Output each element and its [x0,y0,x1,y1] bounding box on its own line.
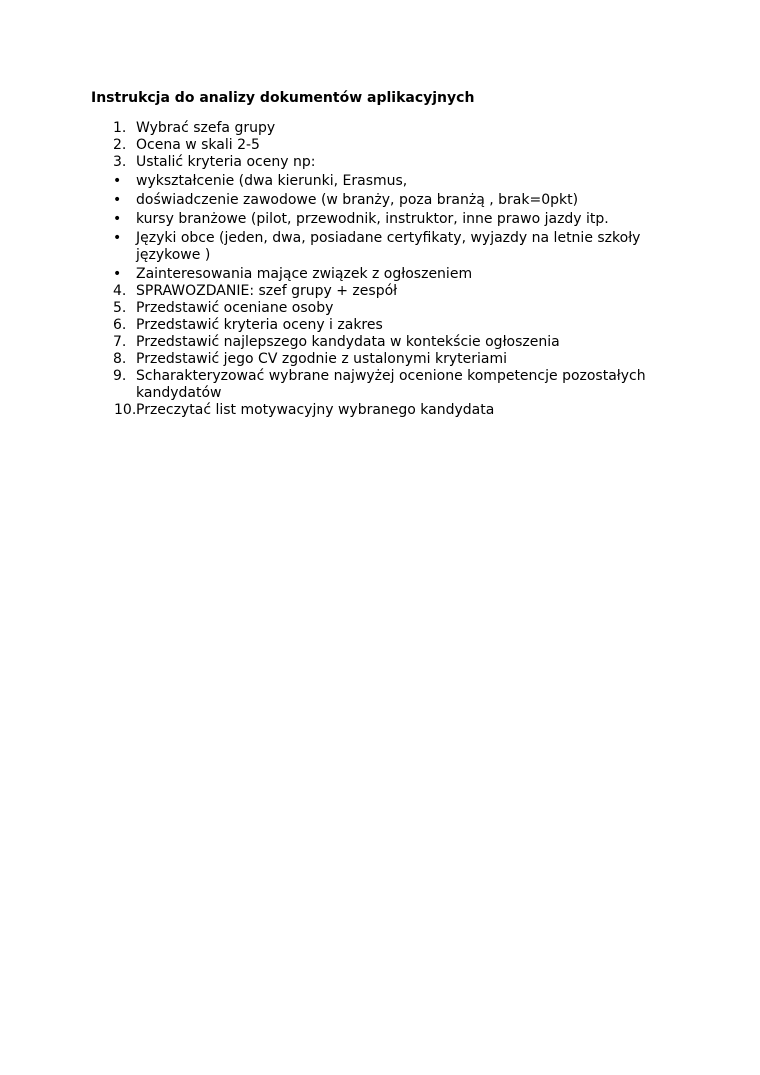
list-number: 2. [113,137,127,153]
bullet-icon: • [113,230,122,246]
list-item [0,137,656,154]
list-number: 4. [113,283,127,299]
list-item [0,211,656,228]
list-item [0,317,656,334]
list-item-text: Ocena w skali 2-5 [136,137,260,153]
list-item [0,300,656,317]
list-number: 1. [113,120,127,136]
list-item-text: Ustalić kryteria oceny np: [136,154,316,170]
bullet-icon: • [113,173,122,189]
list-item [0,368,656,402]
list-item [0,230,656,264]
list-number: 3. [113,154,127,170]
list-item [0,192,656,209]
list-item-text: Zainteresowania mające związek z ogłoszeniem [136,266,473,282]
list-item-text: Przeczytać list motywacyjny wybranego kandydata [136,402,495,418]
list-item [0,120,656,137]
list-item-text: doświadczenie zawodowe (w branży, poza branżą , brak=0pkt) [136,192,579,208]
list-item-text: Języki obce (jeden, dwa, posiadane certyfikaty, wyjazdy na letnie szkoły językowe ) [136,230,641,263]
list-item-text: Przedstawić najlepszego kandydata w kontekście ogłoszenia [136,334,560,350]
list-item [0,266,656,283]
list-item-text: Przedstawić oceniane osoby [136,300,334,316]
list-number: 5. [113,300,127,316]
bullet-icon: • [113,192,122,208]
list-item [0,351,656,368]
bullet-icon: • [113,211,122,227]
list-number: 9. [113,368,127,384]
list-item-text: Scharakteryzować wybrane najwyżej ocenione kompetencje pozostałych kandydatów [136,368,646,401]
list-number: 7. [113,334,127,350]
list-item-text: kursy branżowe (pilot, przewodnik, instruktor, inne prawo jazdy itp. [136,211,609,227]
list-item [0,402,656,419]
list-item [0,154,656,171]
list-number: 10. [114,402,137,418]
list-item [0,283,656,300]
list-item [0,173,656,190]
instruction-list [0,120,760,419]
bullet-icon: • [113,266,122,282]
list-number: 6. [113,317,127,333]
document-title: Instrukcja do analizy dokumentów aplikacyjnych [91,90,475,106]
list-item-text: wykształcenie (dwa kierunki, Erasmus, [136,173,408,189]
list-item-text: Przedstawić kryteria oceny i zakres [136,317,383,333]
list-number: 8. [113,351,127,367]
list-item-text: SPRAWOZDANIE: szef grupy + zespół [136,283,398,299]
list-item-text: Wybrać szefa grupy [136,120,276,136]
list-item [0,334,656,351]
list-item-text: Przedstawić jego CV zgodnie z ustalonymi kryteriami [136,351,507,367]
